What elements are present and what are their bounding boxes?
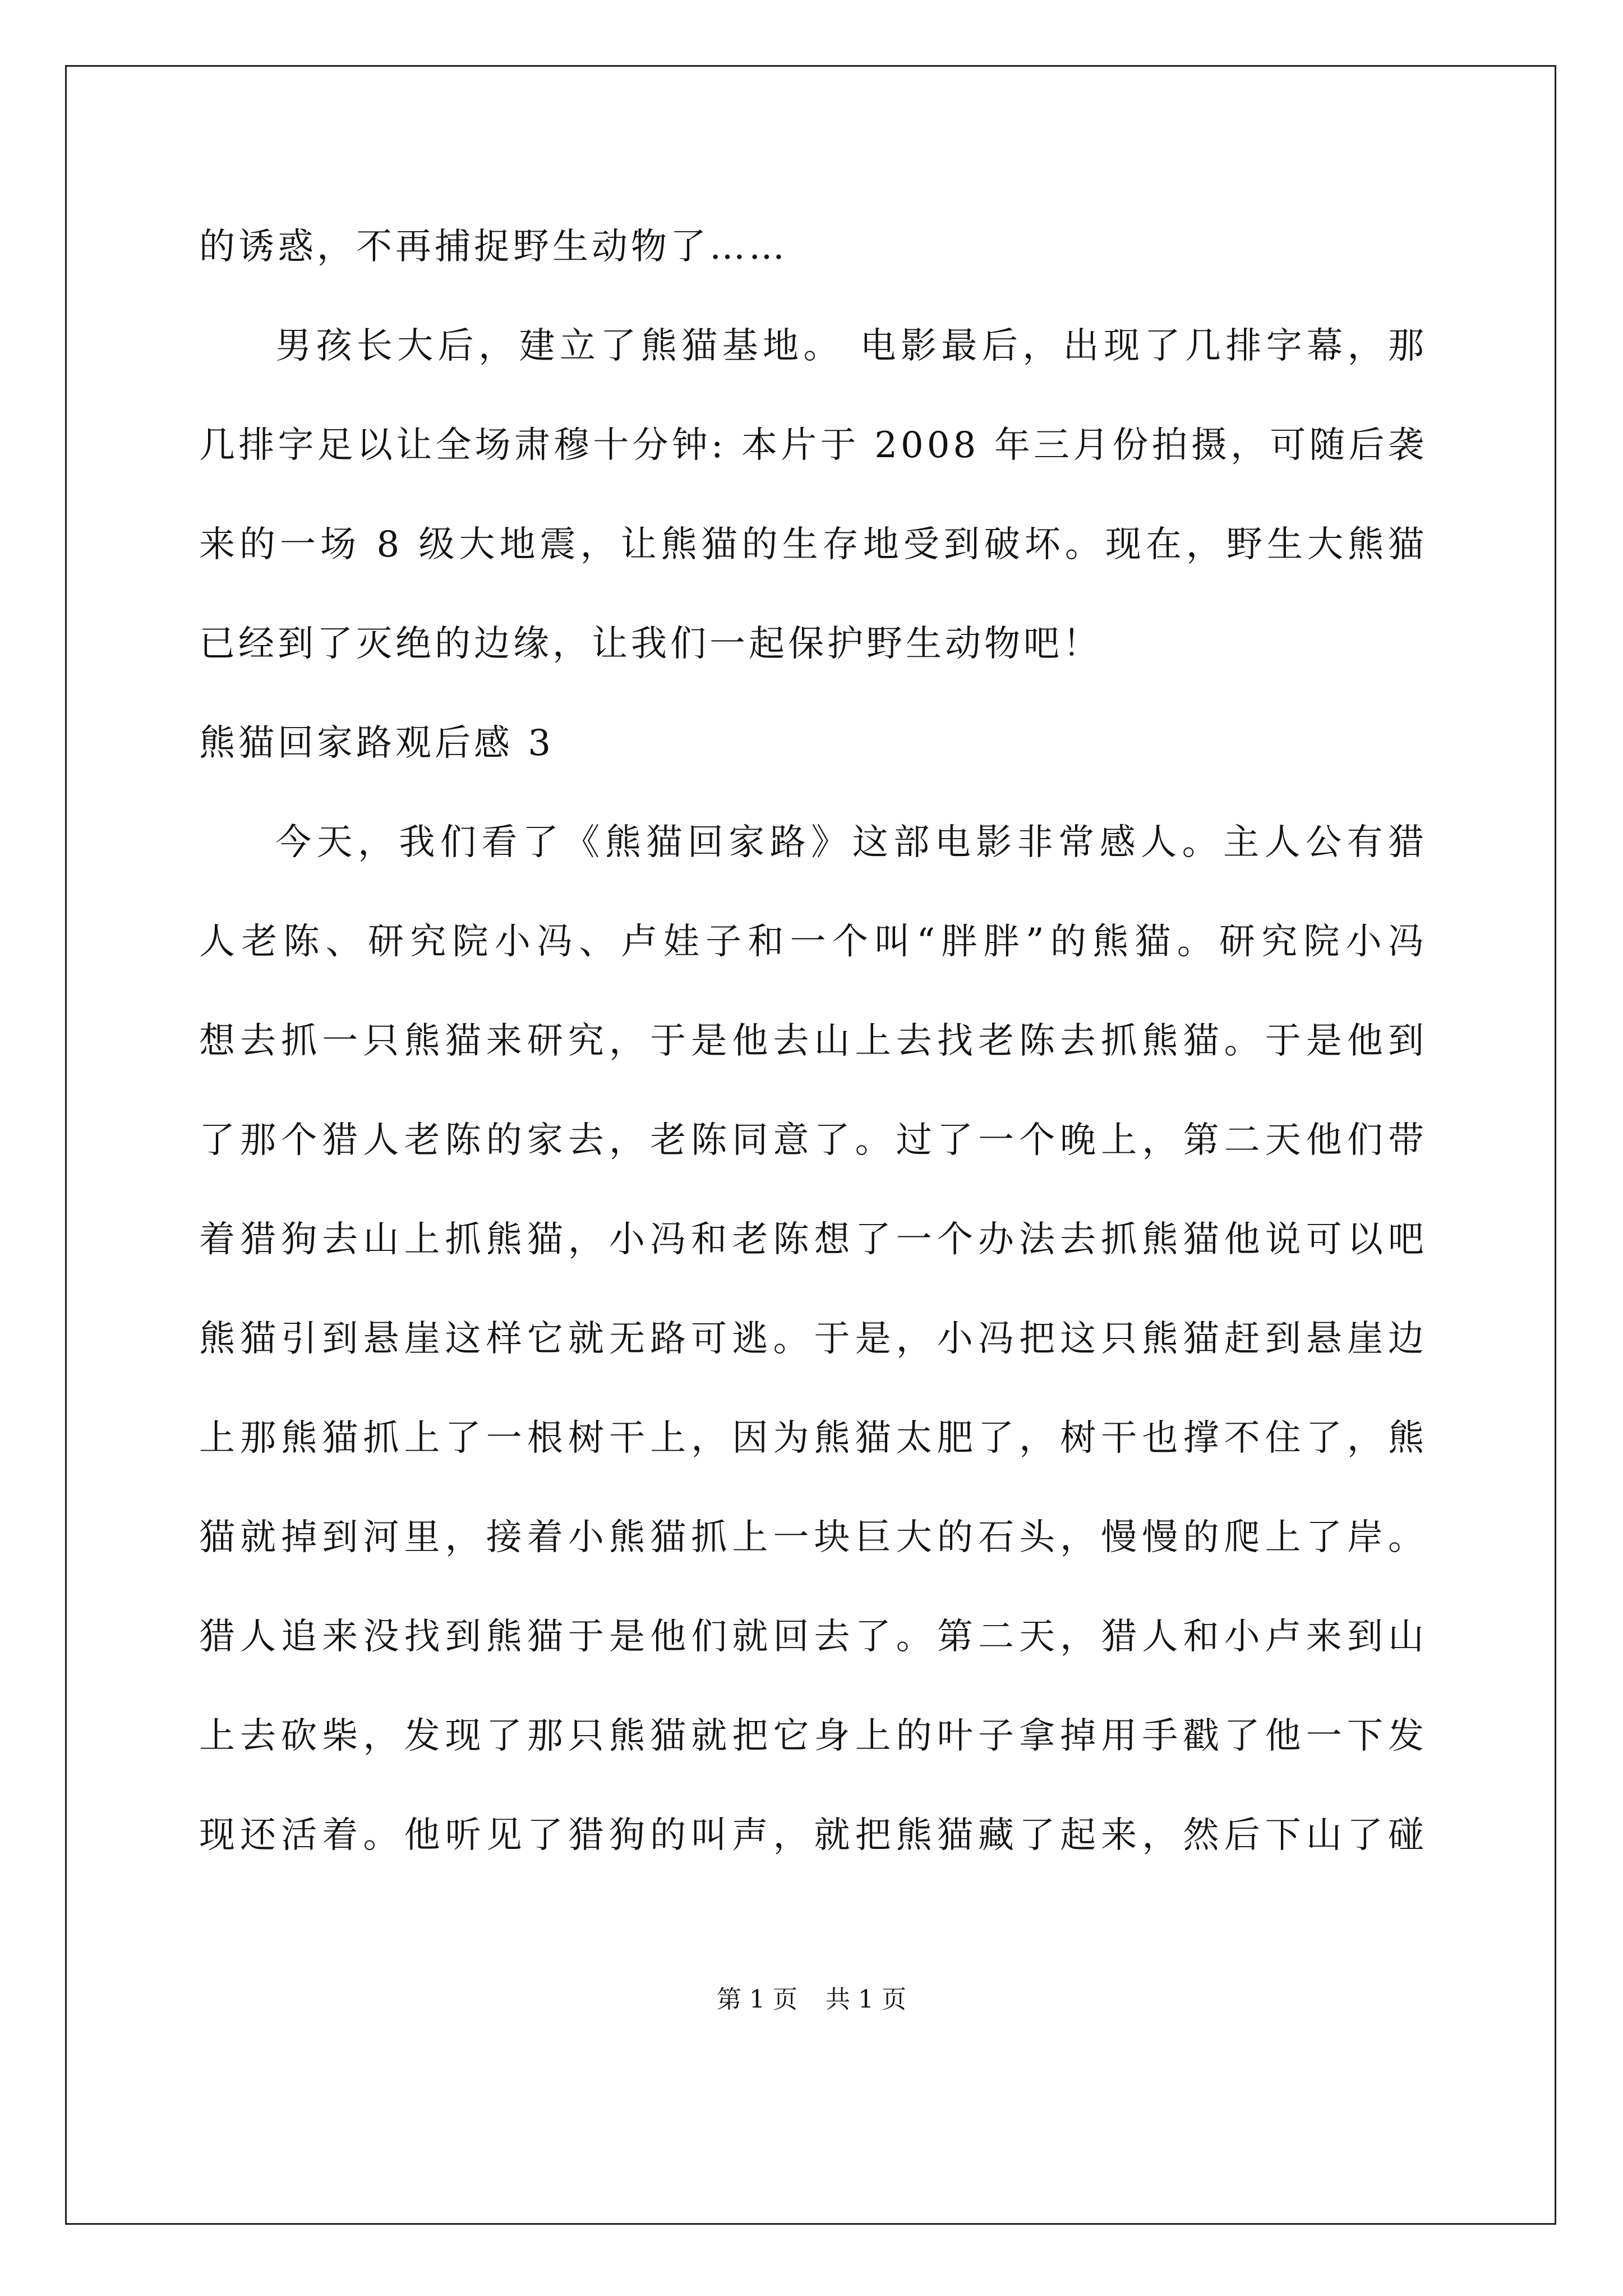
text-line: 上去砍柴，发现了那只熊猫就把它身上的叶子拿掉用手戳了他一下发 xyxy=(199,1715,1427,1757)
text-line: 人老陈、研究院小冯、卢娃子和一个叫“胖胖”的熊猫。研究院小冯 xyxy=(199,921,1427,963)
text-line: 上那熊猫抓上了一根树干上，因为熊猫太肥了，树干也撑不住了，熊 xyxy=(199,1418,1427,1459)
text-line: 今天，我们看了《熊猫回家路》这部电影非常感人。主人公有猎 xyxy=(275,822,1427,863)
document-body xyxy=(199,219,1427,1907)
text-line: 已经到了灭绝的边缘，让我们一起保护野生动物吧！ xyxy=(199,623,1102,665)
page-number-total: 共 1 页 xyxy=(826,1985,906,2014)
text-line: 的诱惑，不再捕捉野生动物了…… xyxy=(199,226,788,268)
page-footer xyxy=(0,1983,1623,2017)
page-number-current: 第 1 页 xyxy=(717,1985,797,2014)
text-line: 想去抓一只熊猫来研究，于是他去山上去找老陈去抓熊猫。于是他到 xyxy=(199,1020,1427,1062)
text-line: 几排字足以让全场肃穆十分钟: 本片于 2008 年三月份拍摄，可随后袭 xyxy=(199,425,1427,466)
text-line: 猫就掉到河里，接着小熊猫抓上一块巨大的石头，慢慢的爬上了岸。 xyxy=(199,1517,1427,1558)
text-line: 着猎狗去山上抓熊猫，小冯和老陈想了一个办法去抓熊猫他说可以吧 xyxy=(199,1219,1427,1260)
section-heading: 熊猫回家路观后感 3 xyxy=(199,723,555,764)
text-line: 男孩长大后，建立了熊猫基地。 电影最后，出现了几排字幕，那 xyxy=(275,325,1427,367)
text-line: 熊猫引到悬崖这样它就无路可逃。于是，小冯把这只熊猫赶到悬崖边 xyxy=(199,1318,1427,1360)
text-line: 了那个猎人老陈的家去，老陈同意了。过了一个晚上，第二天他们带 xyxy=(199,1120,1427,1161)
text-line: 现还活着。他听见了猎狗的叫声，就把熊猫藏了起来，然后下山了碰 xyxy=(199,1815,1427,1856)
text-line: 猎人追来没找到熊猫于是他们就回去了。第二天，猎人和小卢来到山 xyxy=(199,1616,1427,1658)
text-line: 来的一场 8 级大地震，让熊猫的生存地受到破坏。现在，野生大熊猫 xyxy=(199,524,1427,565)
